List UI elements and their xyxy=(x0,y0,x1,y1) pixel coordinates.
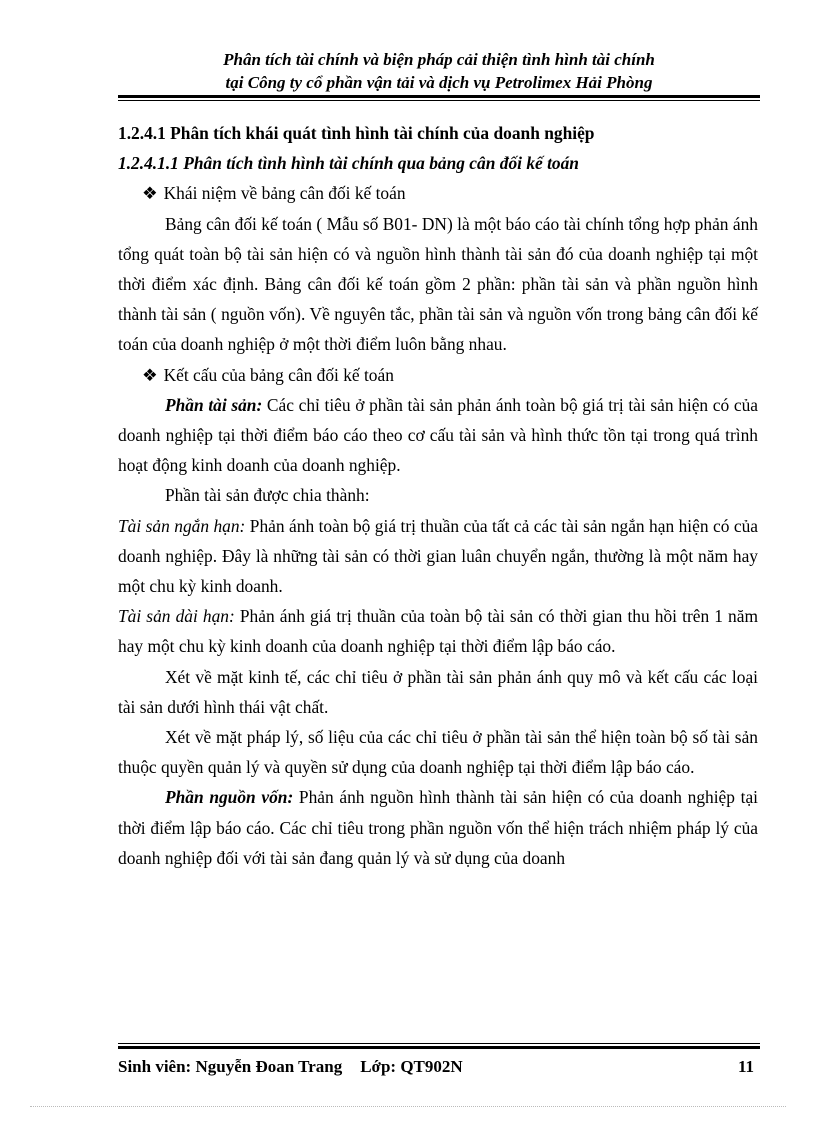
section-heading: 1.2.4.1 Phân tích khái quát tình hình tài chính của doanh nghiệp xyxy=(118,123,595,143)
capital-text: Phản ánh nguồn hình thành tài sản hiện có của doanh nghiệp tại thời điểm lập báo cáo. Các chỉ tiêu trong phần nguồn vốn thể hiện trách nhiệm pháp lý của doanh nghiệp đối với tài sản đang quản lý và sử dụng của doanh xyxy=(118,787,758,868)
short-term-term: Tài sản ngắn hạn: xyxy=(118,515,246,536)
header-line-2: tại Công ty cổ phần vận tải và dịch vụ Petrolimex Hải Phòng xyxy=(225,73,653,92)
footer-rule-thick xyxy=(118,1046,760,1049)
header-rule-thin xyxy=(118,100,760,101)
running-header xyxy=(118,48,760,94)
page-edge-divider xyxy=(30,1106,786,1107)
paragraph-assets-split: Phần tài sản được chia thành: xyxy=(165,485,370,506)
paragraph-assets xyxy=(118,390,758,481)
paragraph-legal: Xét về mặt pháp lý, số liệu của các chỉ tiêu ở phần tài sản thể hiện toàn bộ số tài sản thuộc quyền quản lý và quyền sử dụng của doanh nghiệp tại thời điểm lập báo cáo. xyxy=(118,727,758,778)
long-term-term: Tài sản dài hạn: xyxy=(118,606,235,627)
paragraph-capital xyxy=(118,782,758,873)
header-line-1: Phân tích tài chính và biện pháp cải thiện tình hình tài chính xyxy=(223,50,655,69)
bullet-concept-text: Khái niệm về bảng cân đối kế toán xyxy=(163,183,406,204)
capital-lead: Phần nguồn vốn: xyxy=(165,787,294,808)
paragraph-short-term xyxy=(118,511,758,602)
diamond-bullet-icon: ❖ xyxy=(142,364,158,385)
header-rule-thick xyxy=(118,95,760,98)
assets-text: Các chỉ tiêu ở phần tài sản phản ánh toàn bộ giá trị tài sản hiện có của doanh nghiệp tại thời điểm báo cáo theo cơ cấu tài sản và hình thức tồn tại trong quá trình hoạt động kinh doanh của doanh nghiệp. xyxy=(118,394,758,476)
subsection-heading: 1.2.4.1.1 Phân tích tình hình tài chính qua bảng cân đối kế toán xyxy=(118,153,579,174)
footer-student: Sinh viên: Nguyễn Đoan Trang xyxy=(118,1057,343,1076)
bullet-structure xyxy=(118,360,758,390)
short-term-text: Phản ánh toàn bộ giá trị thuần của tất cả các tài sản ngắn hạn hiện có của doanh nghiệp. Đây là những tài sản có thời gian luân chuyển ngắn, thường là một năm hay một chu kỳ kinh doanh. xyxy=(118,515,758,597)
footer-class: Lớp: QT902N xyxy=(360,1057,463,1076)
assets-lead: Phần tài sản: xyxy=(165,394,263,415)
running-footer xyxy=(118,1056,756,1078)
paragraph-definition: Bảng cân đối kế toán ( Mẫu số B01- DN) là một báo cáo tài chính tổng hợp phản ánh tổng quát toàn bộ tài sản hiện có và nguồn hình thành tài sản đó của doanh nghiệp tại một thời điểm xác định. Bảng cân đối kế toán gồm 2 phần: phần tài sản và phần nguồn hình thành tài sản ( nguồn vốn). Về nguyên tắc, phần tài sản và nguồn vốn trong bảng cân đối kế toán của doanh nghiệp ở một thời điểm luôn bằng nhau. xyxy=(118,213,758,355)
page-number: 11 xyxy=(737,1057,754,1076)
bullet-structure-text: Kết cấu của bảng cân đối kế toán xyxy=(163,364,394,385)
page-body xyxy=(118,118,758,873)
footer-rule-thin xyxy=(118,1043,760,1044)
paragraph-economic: Xét về mặt kinh tế, các chỉ tiêu ở phần tài sản phản ánh quy mô và kết cấu các loại tài sản dưới hình thái vật chất. xyxy=(118,666,758,717)
long-term-text: Phản ánh giá trị thuần của toàn bộ tài sản có thời gian thu hồi trên 1 năm hay một chu kỳ kinh doanh của doanh nghiệp tại thời điểm lập báo cáo. xyxy=(118,606,758,657)
diamond-bullet-icon: ❖ xyxy=(142,183,158,204)
paragraph-long-term xyxy=(118,601,758,661)
bullet-concept xyxy=(118,178,758,208)
